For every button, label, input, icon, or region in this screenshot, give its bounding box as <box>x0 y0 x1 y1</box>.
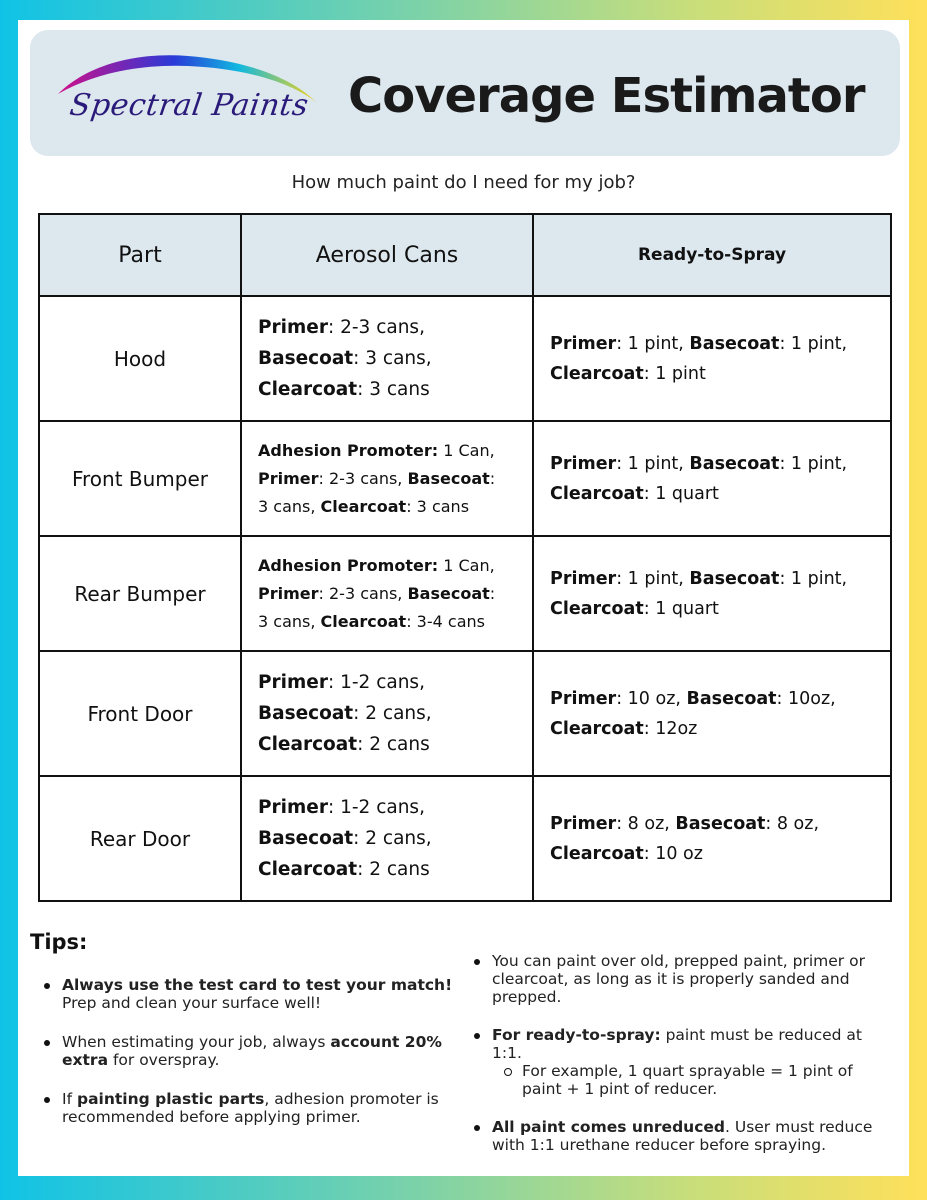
ready-to-spray-cell: Primer: 1 pint, Basecoat: 1 pint, Clearcoat: 1 pint <box>533 296 891 421</box>
tips-heading: Tips: <box>30 930 88 954</box>
column-header-part: Part <box>39 214 241 296</box>
table-header-row <box>39 214 891 296</box>
table-row <box>39 421 891 536</box>
table-row <box>39 776 891 901</box>
list-item: For ready-to-spray: paint must be reduced at 1:1. For example, 1 quart sprayable = 1 pint of paint + 1 pint of reducer. <box>466 1026 896 1098</box>
list-item: You can paint over old, prepped paint, primer or clearcoat, as long as it is properly sanded and prepped. <box>466 952 896 1006</box>
table-row <box>39 536 891 651</box>
coverage-table <box>38 213 892 902</box>
aerosol-cell: Primer: 2-3 cans, Basecoat: 3 cans, Clearcoat: 3 cans <box>241 296 533 421</box>
page-title: Coverage Estimator <box>348 68 865 124</box>
aerosol-cell: Adhesion Promoter: 1 Can, Primer: 2-3 cans, Basecoat: 3 cans, Clearcoat: 3 cans <box>241 421 533 536</box>
ready-to-spray-cell: Primer: 8 oz, Basecoat: 8 oz, Clearcoat: 10 oz <box>533 776 891 901</box>
part-name: Front Door <box>39 651 241 776</box>
ready-to-spray-cell: Primer: 1 pint, Basecoat: 1 pint, Clearcoat: 1 quart <box>533 421 891 536</box>
column-header-aerosol: Aerosol Cans <box>241 214 533 296</box>
tips-list-right <box>466 952 896 1174</box>
part-name: Front Bumper <box>39 421 241 536</box>
list-item: Always use the test card to test your match! Prep and clean your surface well! <box>36 976 464 1012</box>
list-item: When estimating your job, always account 20% extra for overspray. <box>36 1033 464 1069</box>
aerosol-cell: Primer: 1-2 cans, Basecoat: 2 cans, Clearcoat: 2 cans <box>241 776 533 901</box>
aerosol-cell: Primer: 1-2 cans, Basecoat: 2 cans, Clearcoat: 2 cans <box>241 651 533 776</box>
column-header-ready-to-spray: Ready-to-Spray <box>533 214 891 296</box>
table-row <box>39 296 891 421</box>
list-item: If painting plastic parts, adhesion promoter is recommended before applying primer. <box>36 1090 464 1126</box>
coverage-sheet <box>18 20 909 1176</box>
part-name: Rear Bumper <box>39 536 241 651</box>
table-row <box>39 651 891 776</box>
ready-to-spray-cell: Primer: 10 oz, Basecoat: 10oz, Clearcoat: 12oz <box>533 651 891 776</box>
part-name: Rear Door <box>39 776 241 901</box>
part-name: Hood <box>39 296 241 421</box>
aerosol-cell: Adhesion Promoter: 1 Can, Primer: 2-3 cans, Basecoat: 3 cans, Clearcoat: 3-4 cans <box>241 536 533 651</box>
tips-list-left <box>36 976 464 1147</box>
page-subtitle: How much paint do I need for my job? <box>291 172 636 193</box>
header-banner <box>30 30 900 156</box>
ready-to-spray-cell: Primer: 1 pint, Basecoat: 1 pint, Clearcoat: 1 quart <box>533 536 891 651</box>
list-item: All paint comes unreduced. User must reduce with 1:1 urethane reducer before spraying. <box>466 1118 896 1154</box>
brand-logo <box>48 44 328 144</box>
brand-name: Spectral Paints <box>67 88 311 123</box>
sub-list-item: For example, 1 quart sprayable = 1 pint of paint + 1 pint of reducer. <box>492 1062 896 1098</box>
